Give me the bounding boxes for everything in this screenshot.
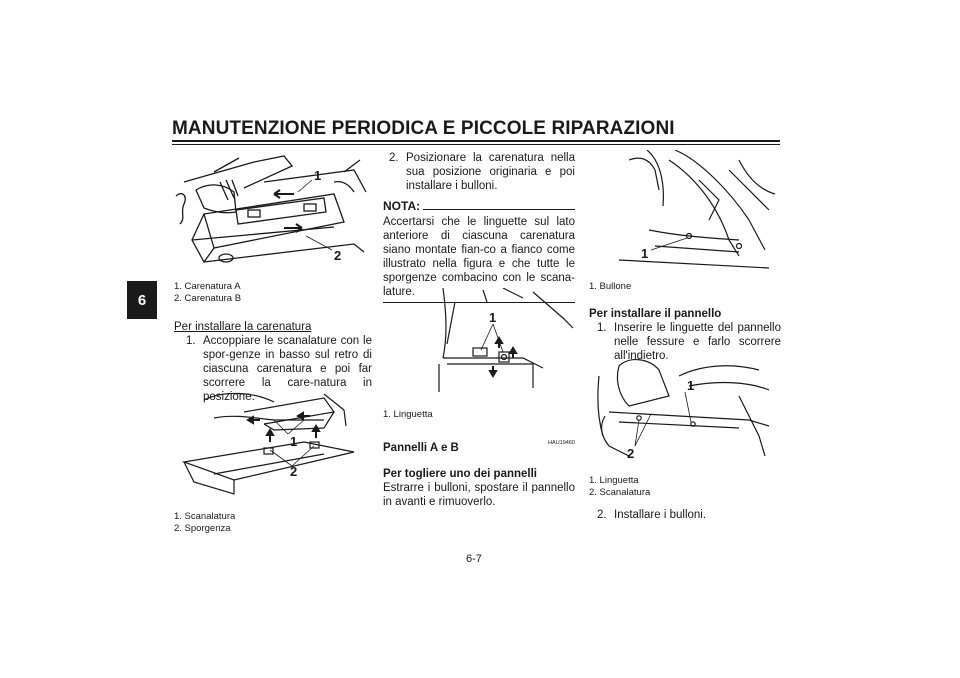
caption-1: 1. Bullone: [589, 281, 632, 292]
callout-2: 2: [290, 464, 298, 479]
caption-1: 1. Scanalatura: [174, 511, 236, 522]
figure-tab-slot: [589, 356, 781, 464]
step-2: [383, 151, 575, 193]
step-number: 1.: [186, 335, 196, 347]
caption-2: 2. Scanalatura: [589, 487, 651, 498]
install-cowling-heading: Per installare la carenatura: [174, 321, 312, 333]
callout-2: 2: [334, 248, 342, 263]
callout-1: 1: [290, 434, 298, 449]
step-text: Inserire le linguette del pannello nelle fessure e farlo scorrere all'indietro.: [614, 322, 781, 362]
title-rule: [172, 140, 780, 142]
callout-2: 2: [627, 446, 635, 461]
remove-panel-text: Estrarre i bulloni, spostare il pannello in avanti e rimuoverlo.: [383, 482, 575, 508]
figure-cowling-ab: [174, 152, 372, 276]
figure-bolt: [589, 150, 781, 274]
reference-code: HAU19460: [548, 440, 575, 446]
note-text: Accertarsi che le linguette sul lato anteriore di ciascuna carenatura siano montate fian-co a fianco come illustrato nella figura e che tutte le sporgenze combacino con le scana-lature.: [383, 216, 575, 298]
figure-slots: [174, 390, 372, 502]
page-number: 6-7: [466, 553, 482, 565]
caption-2: 2. Carenatura B: [174, 293, 242, 304]
section-heading: Pannelli A e B: [383, 442, 459, 454]
callout-1: 1: [489, 310, 497, 325]
step-number: 2.: [597, 509, 607, 521]
caption-2: 2. Sporgenza: [174, 523, 231, 534]
remove-panel-heading: Per togliere uno dei pannelli: [383, 468, 537, 480]
step-text: Posizionare la carenatura nella sua posizione originaria e poi installare i bulloni.: [406, 152, 575, 192]
caption-1: 1. Linguetta: [589, 475, 639, 486]
page-title: MANUTENZIONE PERIODICA E PICCOLE RIPARAZIONI: [172, 118, 675, 139]
chapter-tab: 6: [127, 281, 157, 319]
step-number: 1.: [597, 322, 607, 334]
caption-1: 1. Linguetta: [383, 409, 433, 420]
note-label: NOTA:: [383, 199, 421, 213]
step-number: 2.: [389, 152, 399, 164]
callout-1: 1: [314, 168, 322, 183]
caption-1: 1. Carenatura A: [174, 281, 241, 292]
step-text: Accoppiare le scanalature con le spor-genze in basso sul retro di ciascuna carenatura e poi far scorrere la care-natura in posizione.: [203, 335, 372, 403]
callout-1: 1: [687, 378, 695, 393]
install-panel-heading: Per installare il pannello: [589, 308, 722, 320]
callout-1: 1: [641, 246, 649, 261]
step-text: Installare i bulloni.: [614, 509, 707, 521]
step-2: [589, 508, 781, 522]
figure-tab: [383, 288, 575, 396]
title-rule-thin: [172, 144, 780, 145]
note-header: [383, 199, 575, 213]
